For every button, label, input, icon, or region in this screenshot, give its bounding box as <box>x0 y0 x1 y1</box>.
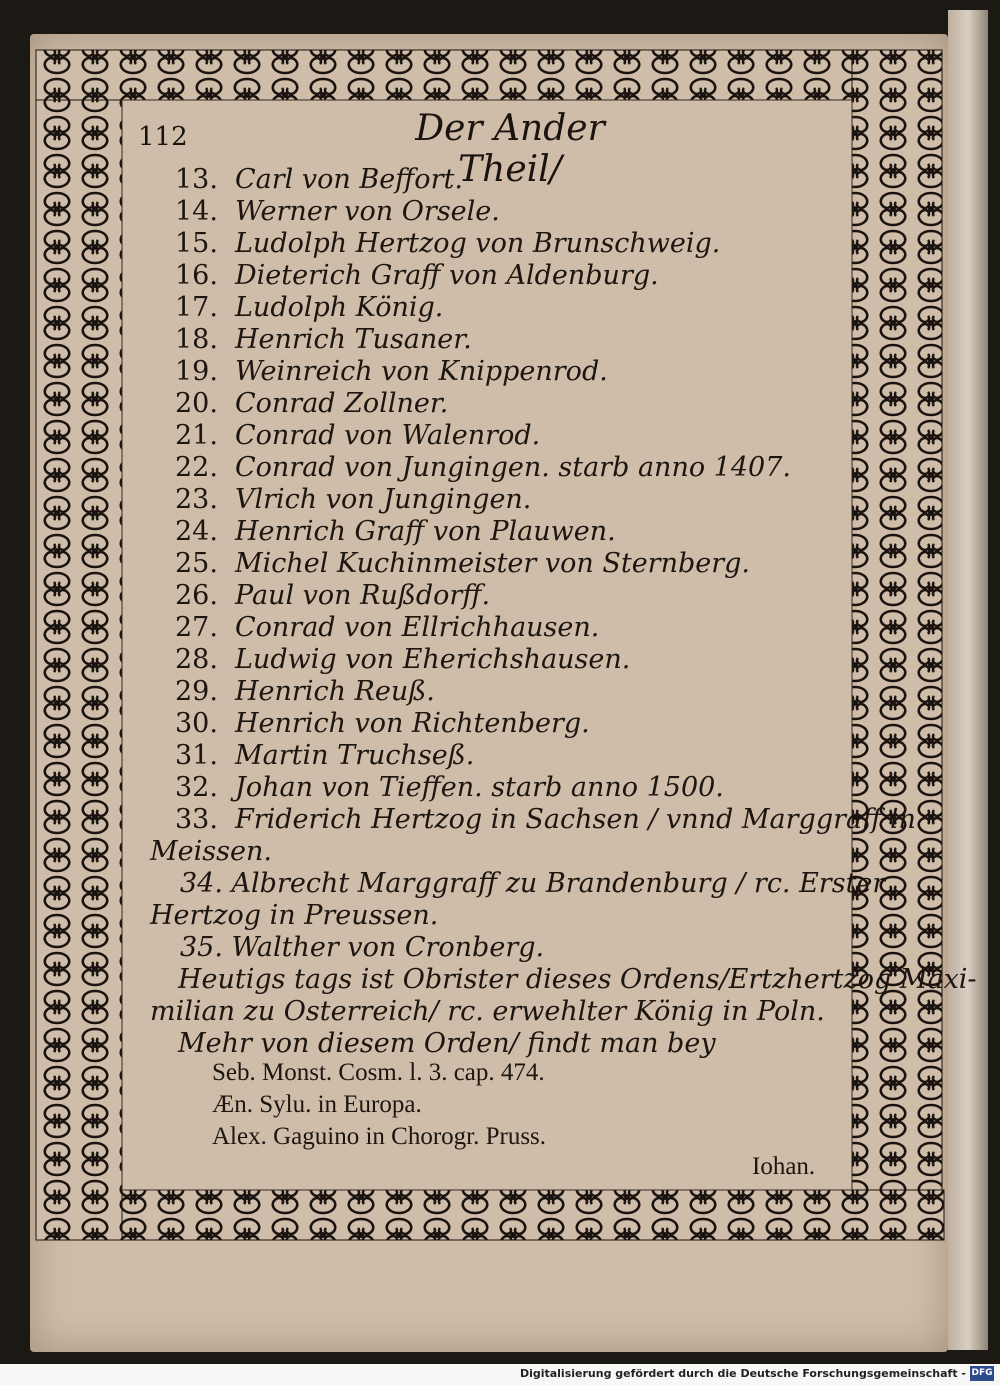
list-item-number: 30. <box>175 708 218 739</box>
list-item <box>175 164 463 196</box>
list-item-number: 17. <box>175 292 218 323</box>
dfg-logo-icon: DFG <box>970 1366 994 1381</box>
list-item <box>175 708 590 740</box>
list-item-number: 19. <box>175 356 218 387</box>
funding-credit: Digitalisierung gefördert durch die Deutsche Forschungsgemeinschaft - <box>519 1367 966 1380</box>
list-item-continuation: Hertzog in Preussen. <box>150 900 439 931</box>
footer-bar <box>0 1364 1000 1385</box>
list-item <box>175 196 500 228</box>
list-item-text: Henrich Reuß. <box>235 676 435 707</box>
list-item-number: 27. <box>175 612 218 643</box>
list-item-text: Conrad von Walenrod. <box>235 420 541 451</box>
list-item <box>175 516 616 548</box>
list-item-number: 13. <box>175 164 218 195</box>
list-item <box>175 580 490 612</box>
reference: Seb. Monst. Cosm. l. 3. cap. 474. <box>212 1059 545 1086</box>
reference: Alex. Gaguino in Chorogr. Pruss. <box>212 1123 547 1150</box>
list-item-number: 22. <box>175 452 218 483</box>
list-item-number: 21. <box>175 420 218 451</box>
list-item <box>175 772 724 804</box>
list-item <box>175 612 599 644</box>
list-item-text: Conrad von Jungingen. starb anno 1407. <box>235 452 791 483</box>
list-item-text: Friderich Hertzog in Sachsen / vnnd Marggraff in <box>235 804 916 835</box>
list-item: 35. Walther von Cronberg. <box>180 932 545 963</box>
list-item-number: 26. <box>175 580 218 611</box>
list-item <box>175 292 443 324</box>
list-item <box>175 484 531 516</box>
list-item-number: 15. <box>175 228 218 259</box>
page-number: 112 <box>138 122 188 152</box>
list-item <box>175 324 472 356</box>
list-item-number: 28. <box>175 644 218 675</box>
list-item-number: 14. <box>175 196 218 227</box>
list-item-number: 20. <box>175 388 218 419</box>
list-item-text: Ludwig von Eherichshausen. <box>235 644 631 675</box>
list-item-number: 24. <box>175 516 218 547</box>
list-item-number: 16. <box>175 260 218 291</box>
list-item <box>175 740 474 772</box>
list-item-text: Dieterich Graff von Aldenburg. <box>235 260 659 291</box>
list-item-text: Henrich Graff von Plauwen. <box>235 516 616 547</box>
list-item-text: Henrich Tusaner. <box>235 324 472 355</box>
list-item-text: Johan von Tieffen. starb anno 1500. <box>235 772 724 803</box>
list-item-number: 32. <box>175 772 218 803</box>
list-item <box>175 548 750 580</box>
list-item: 34. Albrecht Marggraff zu Brandenburg / rc. Erster <box>180 868 886 899</box>
list-item-text: Conrad Zollner. <box>235 388 449 419</box>
list-item-number: 18. <box>175 324 218 355</box>
list-item <box>175 804 916 836</box>
list-item <box>175 356 608 388</box>
paragraph-line: Heutigs tags ist Obrister dieses Ordens/Ertzhertzog Maxi- <box>178 964 977 995</box>
paragraph-line: Mehr von diesem Orden/ findt man bey <box>178 1028 716 1059</box>
list-item-number: 33. <box>175 804 218 835</box>
list-item-text: Paul von Rußdorff. <box>235 580 491 611</box>
list-item-number: 31. <box>175 740 218 771</box>
list-item-text: Werner von Orsele. <box>235 196 500 227</box>
list-item <box>175 228 720 260</box>
list-item-text: Henrich von Richtenberg. <box>235 708 590 739</box>
running-title: Der Ander Theil/ <box>415 108 605 190</box>
list-item <box>175 452 791 484</box>
list-item-number: 25. <box>175 548 218 579</box>
list-item-text: Ludolph König. <box>235 292 444 323</box>
paragraph-line: milian zu Osterreich/ rc. erwehlter König in Poln. <box>150 996 825 1027</box>
list-item-text: Weinreich von Knippenrod. <box>235 356 608 387</box>
list-item-text: Carl von Beffort. <box>235 164 463 195</box>
list-item <box>175 676 435 708</box>
list-item-continuation: Meissen. <box>150 836 272 867</box>
list-item-text: Martin Truchseß. <box>235 740 475 771</box>
list-item-number: 29. <box>175 676 218 707</box>
list-item-text: Michel Kuchinmeister von Sternberg. <box>235 548 751 579</box>
catchword: Iohan. <box>752 1153 816 1180</box>
list-item-text: Conrad von Ellrichhausen. <box>235 612 600 643</box>
reference: Æn. Sylu. in Europa. <box>212 1091 422 1118</box>
list-item-number: 23. <box>175 484 218 515</box>
list-item-text: Vlrich von Jungingen. <box>235 484 532 515</box>
list-item <box>175 388 448 420</box>
list-item <box>175 420 540 452</box>
list-item-text: Ludolph Hertzog von Brunschweig. <box>235 228 721 259</box>
list-item <box>175 260 659 292</box>
list-item <box>175 644 630 676</box>
